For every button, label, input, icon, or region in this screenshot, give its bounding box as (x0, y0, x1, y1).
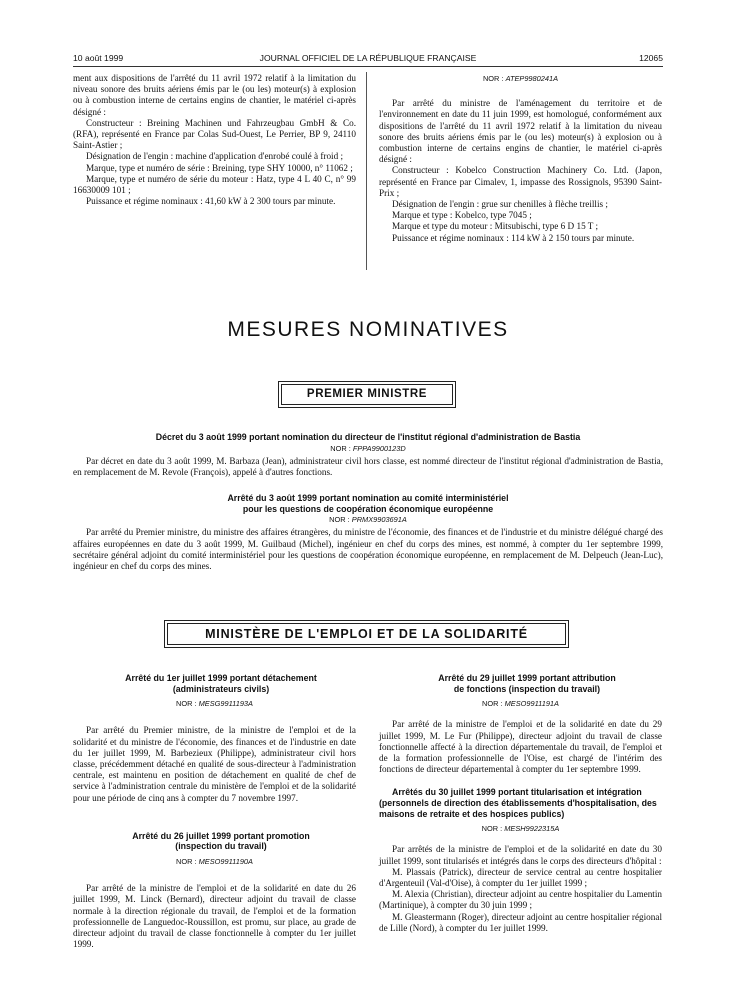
paragraph: Marque, type et numéro de série du moteur : Hatz, type 4 L 40 C, n° 99 16630009 101 ; (73, 173, 356, 196)
header-date: 10 août 1999 (73, 53, 124, 63)
section-box-premier-ministre (278, 381, 456, 408)
arrete-block (73, 493, 663, 572)
nor-label: NOR : (482, 74, 504, 83)
top-right-column (379, 73, 662, 244)
paragraph: Constructeur : Kobelco Construction Machinery Co. Ltd. (Japon, représenté en France par Cimalev, 1, impasse des Rossignols, 95390 Saint-Prix ; (379, 165, 662, 198)
paragraph: Marque et type : Kobelco, type 7045 ; (392, 210, 532, 221)
arrete-title-line-2: pour les questions de coopération économique européenne (242, 503, 494, 514)
ministere-left-column (73, 673, 356, 950)
header-journal-title: JOURNAL OFFICIEL DE LA RÉPUBLIQUE FRANÇAISE (259, 53, 477, 63)
section-box-title: PREMIER MINISTRE (281, 384, 453, 405)
arrete-text: Par arrêté du Premier ministre, du ministre des affaires étrangères, du ministre de l'économie, des finances et de l'industrie et du ministre délégué chargé des affaires européennes en date du 3 août 1999, M. Guilbaud (Michel), ingénieur en chef du corps des mines, est nommé, à compter du 1er septembre 1999, secrétaire général adjoint du comité interministériel pour les questions de coopération économique européenne, en remplacement de M. Delpeuch (Jean-Luc), ingénieur en chef du corps des mines. (73, 527, 663, 571)
list-item: M. Plassais (Patrick), directeur de service central au centre hospitalier d'Argenteuil (Val-d'Oise), à compter du 1er juillet 1999 ; (379, 866, 662, 888)
section-box-title: MINISTÈRE DE L'EMPLOI ET DE LA SOLIDARITÉ (167, 623, 566, 645)
nor-reference (73, 443, 663, 454)
top-left-column (73, 73, 356, 207)
nor-code: MESH9922315A (504, 824, 560, 834)
paragraph: Puissance et régime nominaux : 114 kW à 2 150 tours par minute. (392, 232, 635, 243)
nor-label: NOR : (176, 699, 197, 709)
arrete-title-line-2: de fonctions (inspection du travail) (453, 683, 601, 694)
arrete-title-line-1: Arrêté du 3 août 1999 portant nomination au comité interministériel (227, 493, 509, 503)
nor-reference (73, 698, 356, 709)
nor-label: NOR : (482, 699, 503, 709)
nor-code: MESO9911190A (198, 857, 253, 866)
nor-reference (73, 514, 663, 525)
arrete-title-line-1: Arrêté du 1er juillet 1999 portant détachement (125, 673, 317, 683)
nor-reference (379, 698, 662, 709)
nor-label: NOR : (329, 515, 350, 525)
column-divider (366, 72, 367, 270)
paragraph: Puissance et régime nominaux : 41,60 kW à 2 300 tours par minute. (86, 196, 336, 207)
list-item: M. Gleastermann (Roger), directeur adjoint au centre hospitalier régional de Lille (Nord), à compter du 1er juillet 1999. (379, 911, 662, 933)
ministere-right-column (379, 673, 662, 934)
arrete-title: Arrêtés du 30 juillet 1999 portant titularisation et intégration (personnels de direction des établissements d'hospitalisation, des maisons de retraite et des hospices publics) (379, 787, 657, 819)
arrete-title-line-2: (inspection du travail) (175, 841, 267, 852)
arrete-title-line-1: Arrêté du 29 juillet 1999 portant attribution (438, 673, 616, 683)
nor-code: MESO9911191A (504, 699, 559, 709)
nor-label: NOR : (481, 824, 503, 834)
decret-block (73, 432, 663, 478)
decret-title: Décret du 3 août 1999 portant nomination du directeur de l'institut régional d'administration de Bastia (155, 432, 581, 442)
header-rule (73, 66, 663, 67)
nor-reference (379, 823, 662, 834)
nor-label: NOR : (330, 443, 351, 453)
paragraph: Constructeur : Breining Machinen und Fahrzeugbau GmbH & Co. (RFA), représenté en France par Colas Sud-Ouest, Le Perrier, BP 9, 24110 Saint-Astier ; (73, 117, 356, 151)
arrete-title-line-2: (administrateurs civils) (172, 683, 270, 694)
section-title: MESURES NOMINATIVES (227, 318, 509, 341)
nor-reference (73, 856, 356, 867)
nor-reference (379, 73, 662, 84)
page-header (73, 53, 663, 65)
paragraph: ment aux dispositions de l'arrêté du 11 avril 1972 relatif à la limitation du niveau sonore des bruits aériens émis par le (ou les) moteur(s) à explosion ou à combustion interne de certains engins de chantier, le matériel ci-après désigné : (73, 73, 356, 117)
paragraph: Désignation de l'engin : grue sur chenilles à flèche treillis ; (392, 199, 608, 210)
nor-code: MESG9911193A (198, 699, 253, 709)
paragraph: Désignation de l'engin : machine d'application d'enrobé coulé à froid ; (86, 151, 344, 162)
section-box-ministere (164, 620, 569, 648)
paragraph: Par arrêté du Premier ministre, de la ministre de l'emploi et de la solidarité et du ministre de l'économie, des finances et de l'industrie en date du 1er juillet 1999, M. Barbezieux (Philippe), administrateur civil hors classe, précédemment détaché en qualité de sous-directeur à l'administration centrale, est maintenu en position de détachement en qualité de chef de service à l'administration centrale du ministère de l'emploi et de la solidarité pour une période de cinq ans à compter du 7 novembre 1997. (73, 725, 356, 803)
nor-code: PRMX9903691A (351, 515, 407, 525)
paragraph: Par arrêté du ministre de l'aménagement du territoire et de l'environnement en date du 11 juin 1999, est homologué, conformément aux dispositions de l'arrêté du 11 avril 1972 relatif à la limitation du niveau sonore des bruits aériens émis par le (ou les) moteur(s) à explosion ou à combustion interne de certains engins de chantier, le matériel ci-après désigné : (379, 98, 662, 165)
header-page-number: 12065 (639, 53, 663, 63)
nor-code: FPPA9900123D (352, 443, 406, 453)
paragraph: Marque, type et numéro de série : Breining, type SHY 10000, n° 11062 ; (86, 162, 353, 173)
nor-label: NOR : (176, 857, 197, 866)
decret-text: Par décret en date du 3 août 1999, M. Barbaza (Jean), administrateur civil hors classe, est nommé directeur de l'institut régional d'administration de Bastia, en remplacement de M. Revole (François), appelé à d'autres fonctions. (73, 455, 663, 477)
arrete-title-line-1: Arrêté du 26 juillet 1999 portant promotion (132, 830, 310, 841)
nor-code: ATEP9980241A (505, 74, 559, 83)
list-item: M. Alexia (Christian), directeur adjoint au centre hospitalier du Lamentin (Martinique), à compter du 30 juin 1999 ; (379, 889, 662, 911)
paragraph: Par arrêtés de la ministre de l'emploi et de la solidarité en date du 30 juillet 1999, sont titularisés et intégrés dans le corps des directeurs d'hôpital : (379, 844, 662, 866)
paragraph: Par arrêté de la ministre de l'emploi et de la solidarité en date du 26 juillet 1999, M. Linck (Bernard), directeur adjoint du travail de classe normale à la direction régionale du travail, de l'emploi et de la formation professionnelle de Languedoc-Roussillon, est promu, sur place, au grade de directeur adjoint du travail de classe fonctionnelle à compter du 1er juillet 1999. (73, 883, 356, 950)
paragraph: Par arrêté de la ministre de l'emploi et de la solidarité en date du 29 juillet 1999, M. Le Fur (Philippe), directeur adjoint du travail de classe fonctionnelle affecté à la direction départementale du travail, de l'emploi et de la formation professionnelle de l'Oise, est chargé de l'intérim des fonctions de directeur départemental à compter du 1er septembre 1999. (379, 719, 662, 775)
paragraph: Marque et type du moteur : Mitsubischi, type 6 D 15 T ; (392, 221, 599, 232)
